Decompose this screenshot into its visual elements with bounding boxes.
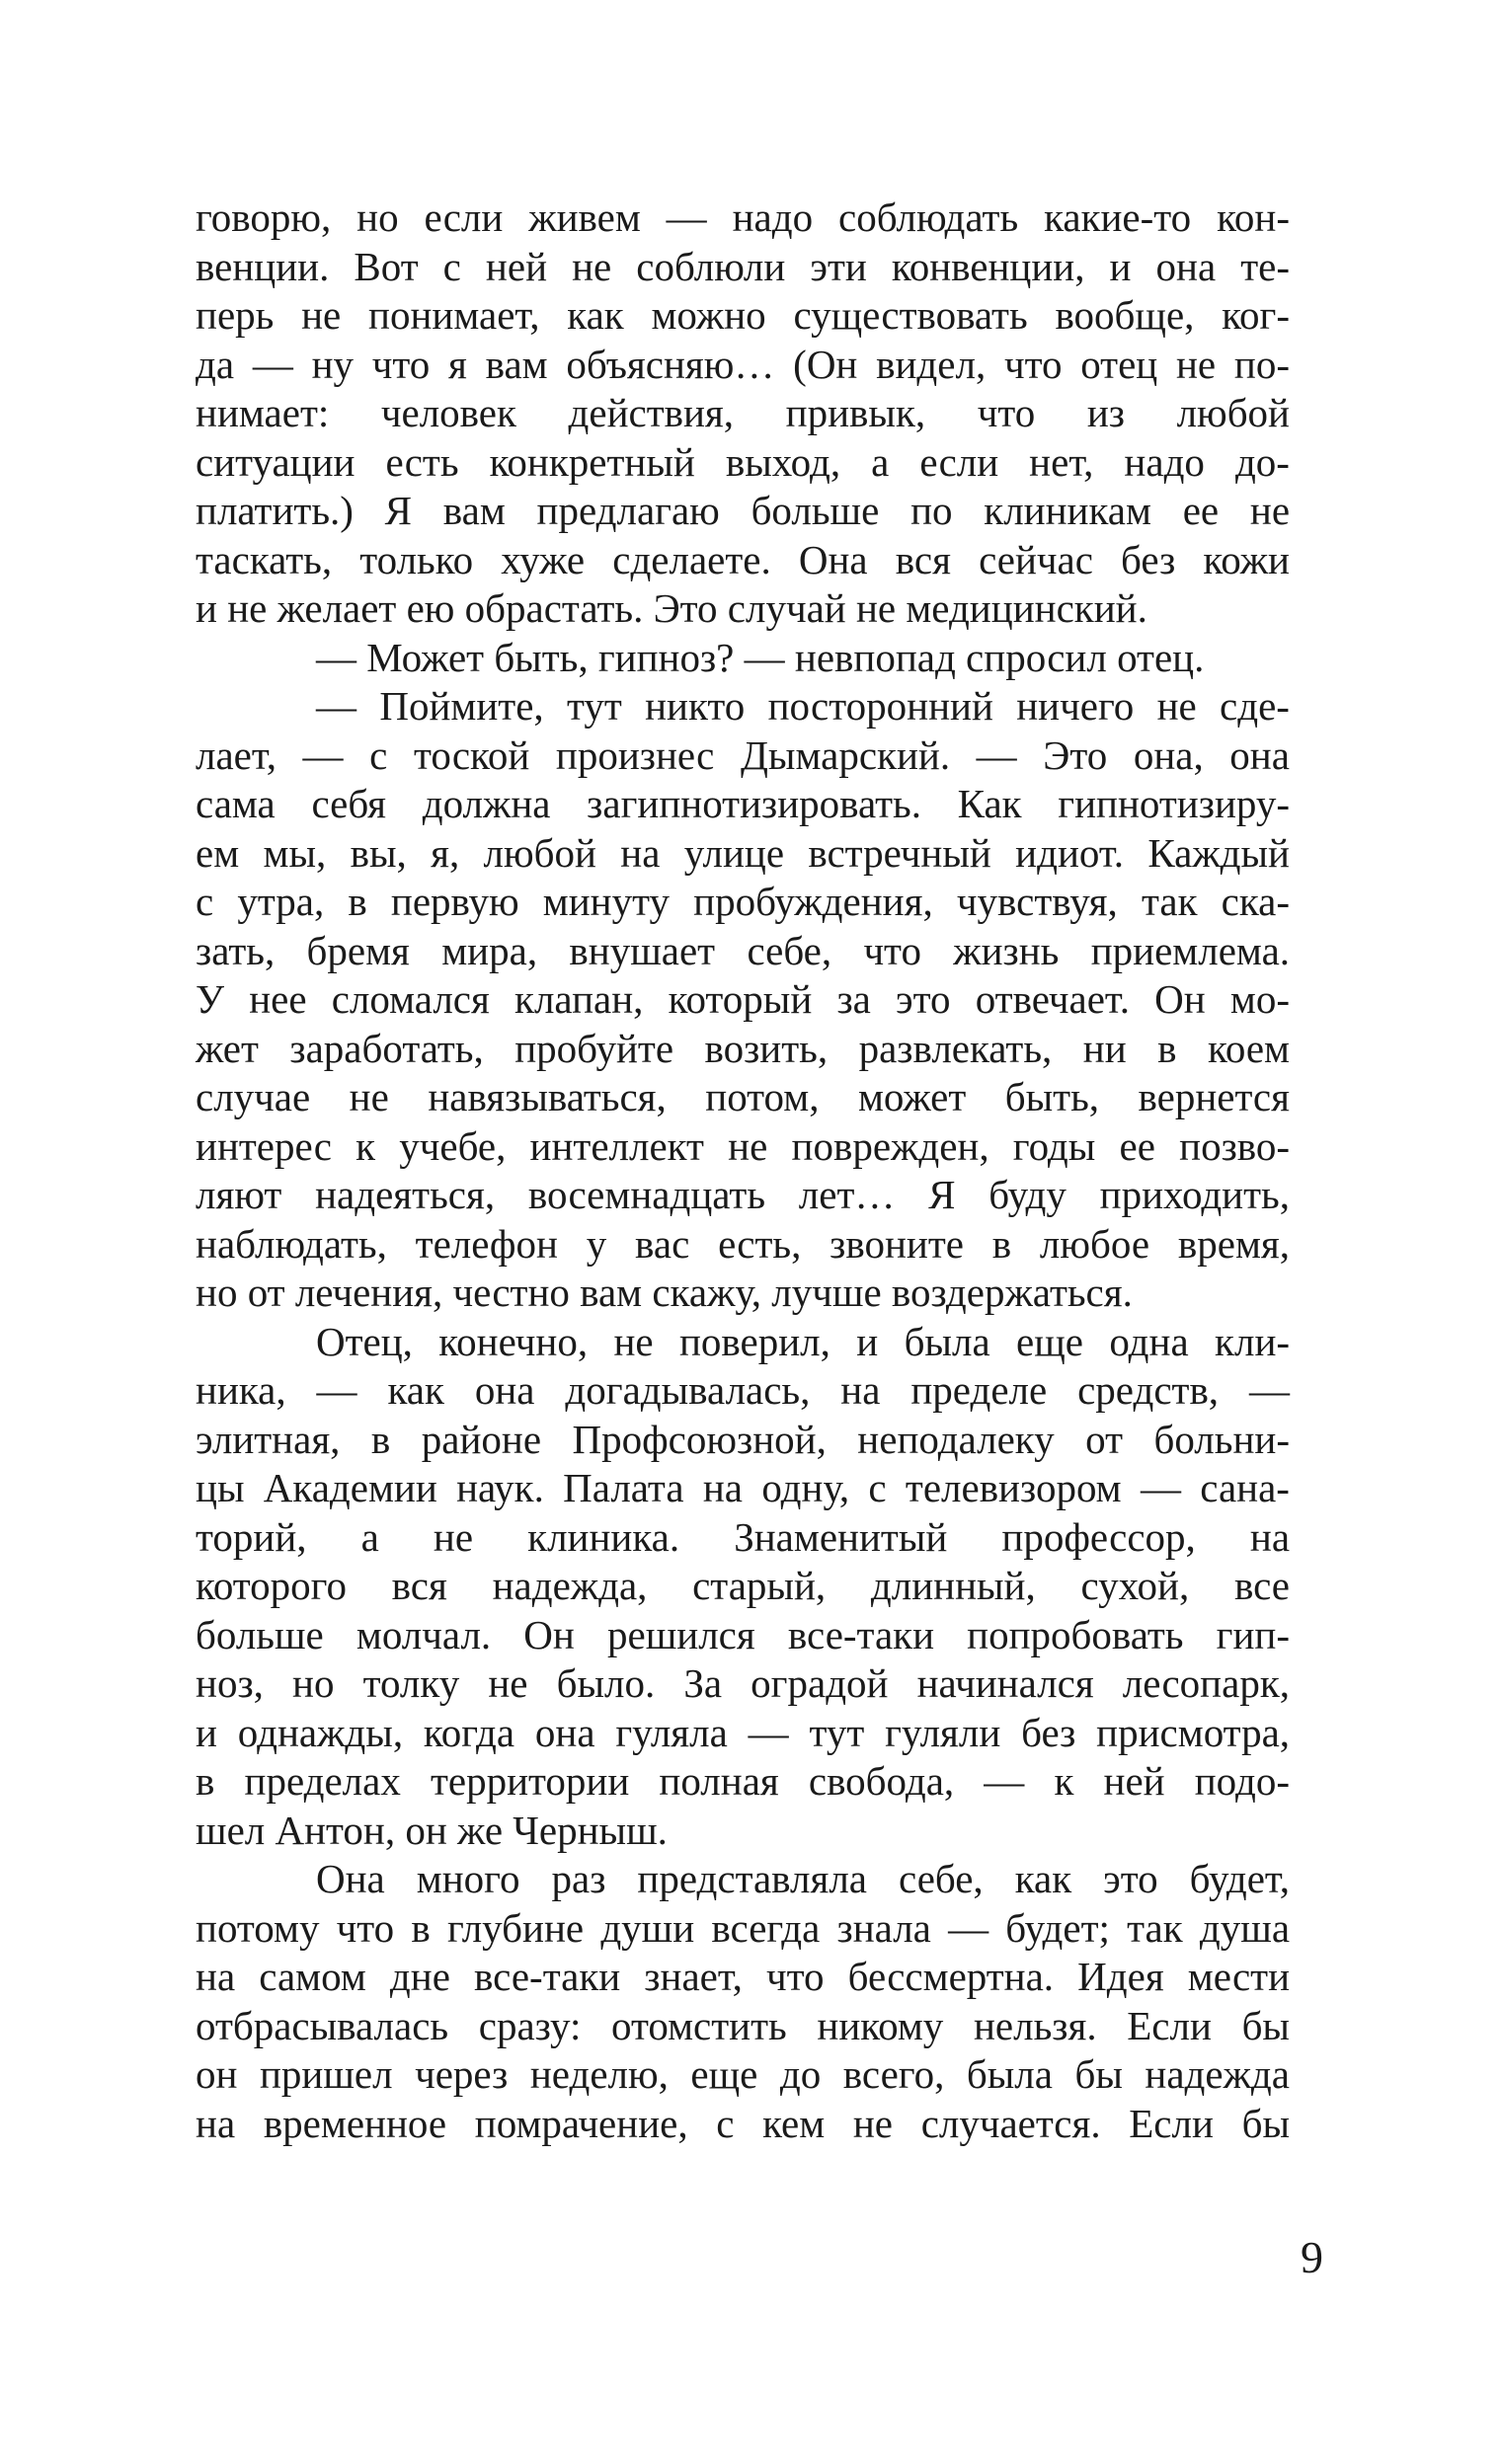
text-line: говорю, но если живем — надо соблюдать какие-то кон- [196, 194, 1290, 240]
text-line: сама себя должна загипнотизировать. Как гипнотизиру- [196, 781, 1290, 826]
text-line: нимает: человек действия, привык, что из любой [196, 390, 1290, 435]
text-line: потому что в глубине души всегда знала — будет; так душа [196, 1904, 1291, 1951]
text-line: ем мы, вы, я, любой на улице встречный идиот. Каждый [196, 829, 1290, 876]
text-line: Отец, конечно, не поверил, и была еще одна кли- [316, 1318, 1291, 1364]
text-line: платить.) Я вам предлагаю больше по клиникам ее не [196, 488, 1291, 533]
text-line: он пришел через неделю, еще до всего, была бы надежда [196, 2051, 1290, 2097]
text-line: ника, — как она догадывалась, на пределе средств, — [196, 1367, 1290, 1413]
text-line: ситуации есть конкретный выход, а если нет, надо до- [196, 438, 1290, 485]
text-line: случае не навязываться, потом, может быть, вернется [196, 1074, 1290, 1119]
text-line: Она много раз представляла себе, как это будет, [316, 1856, 1291, 1901]
text-line: больше молчал. Он решился все-таки попробовать гип- [196, 1611, 1290, 1657]
text-line: которого вся надежда, старый, длинный, сухой, все [196, 1563, 1290, 1608]
text-line: шел Антон, он же Черныш. [196, 1807, 668, 1853]
text-line: интерес к учебе, интеллект не поврежден, годы ее позво- [196, 1122, 1291, 1169]
text-line: элитная, в районе Профсоюзной, неподалеку от больни- [196, 1416, 1290, 1462]
text-line: — Может быть, гипноз? — невпопад спросил отец. [316, 634, 1205, 680]
text-line: ляют надеяться, восемнадцать лет… Я буду приходить, [196, 1172, 1290, 1217]
text-line: жет заработать, пробуйте возить, развлекать, ни в коем [196, 1025, 1291, 1071]
text-line: да — ну что я вам объясняю… (Он видел, что отец не по- [196, 341, 1290, 387]
text-line: таскать, только хуже сделаете. Она вся сейчас без кожи [196, 536, 1291, 582]
text-line: наблюдать, телефон у вас есть, звоните в любое время, [196, 1220, 1290, 1267]
text-line: на самом дне все-таки знает, что бессмертна. Идея мести [196, 1954, 1291, 1999]
text-line: торий, а не клиника. Знаменитый профессор, на [196, 1513, 1291, 1560]
text-line: но от лечения, честно вам скажу, лучше воздержаться. [196, 1270, 1133, 1315]
page-number: 9 [1301, 2232, 1323, 2282]
text-line: и однажды, когда она гуляла — тут гуляли без присмотра, [196, 1709, 1291, 1755]
text-line: — Поймите, тут никто посторонний ничего не сде- [316, 683, 1290, 729]
text-line: перь не понимает, как можно существовать вообще, ког- [196, 292, 1290, 338]
text-line: отбрасывалась сразу: отомстить никому нельзя. Если бы [196, 2002, 1290, 2048]
text-line: ноз, но толку не было. За оградой начинался лесопарк, [196, 1660, 1290, 1706]
text-line: на временное помрачение, с кем не случается. Если бы [196, 2100, 1290, 2146]
text-line: венции. Вот с ней не соблюли эти конвенции, и она те- [196, 243, 1290, 289]
text-line: цы Академии наук. Палата на одну, с телевизором — сана- [196, 1465, 1290, 1510]
text-line: зать, бремя мира, внушает себе, что жизнь приемлема. [196, 927, 1291, 973]
body-text [196, 193, 1290, 2148]
text-line: с утра, в первую минуту пробуждения, чувствуя, так ска- [196, 879, 1290, 924]
text-line: лает, — с тоской произнес Дымарский. — Это она, она [196, 732, 1290, 778]
text-line: в пределах территории полная свобода, — к ней подо- [196, 1758, 1291, 1804]
text-line: У нее сломался клапан, который за это отвечает. Он мо- [196, 976, 1291, 1022]
text-line: и не желает ею обрастать. Это случай не медицинский. [196, 585, 1147, 631]
